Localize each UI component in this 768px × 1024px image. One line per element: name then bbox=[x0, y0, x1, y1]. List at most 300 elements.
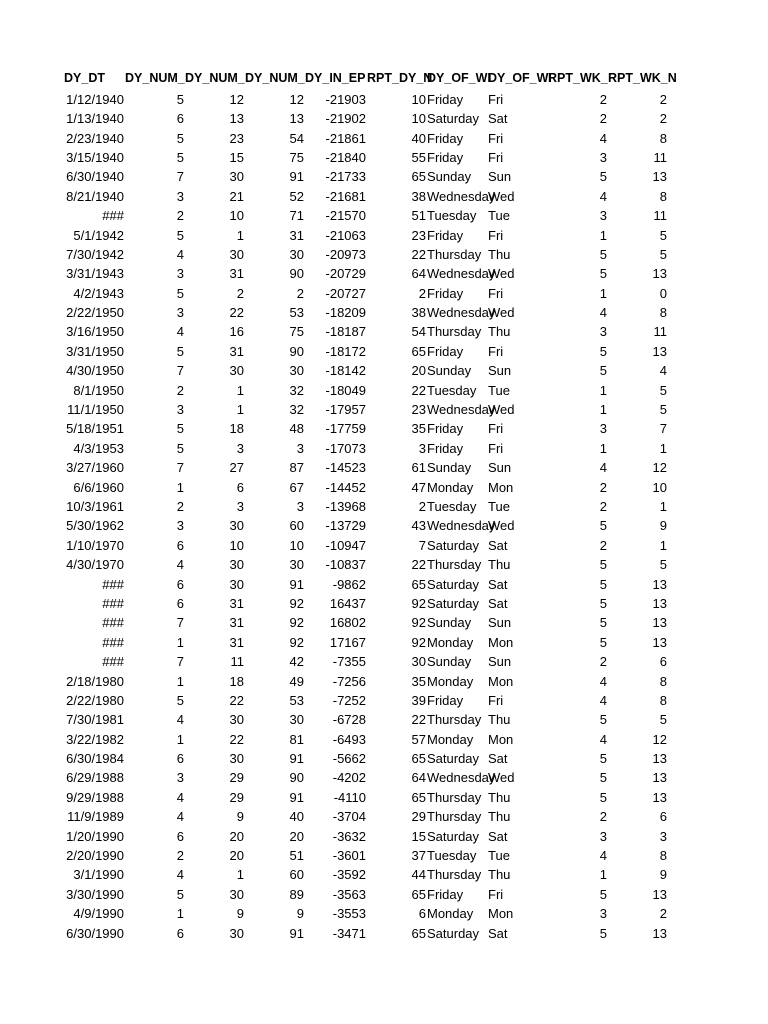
cell-dy-dt: 4/2/1943 bbox=[73, 285, 124, 301]
cell-rpt-wk-b: 11 bbox=[653, 324, 667, 340]
cell-dy-num-a: 1 bbox=[176, 479, 184, 495]
table-row bbox=[0, 439, 768, 458]
cell-dy-num-c: 67 bbox=[289, 479, 304, 495]
cell-rpt-dy-n: 92 bbox=[411, 634, 426, 650]
cell-rpt-wk-b: 1 bbox=[659, 537, 667, 553]
cell-dy-num-b: 9 bbox=[236, 809, 244, 825]
table-row bbox=[0, 924, 768, 943]
cell-dy-num-c: 49 bbox=[289, 673, 304, 689]
cell-rpt-wk-a: 5 bbox=[599, 557, 607, 573]
cell-dy-num-c: 92 bbox=[289, 634, 304, 650]
cell-dy-in-ep: -3563 bbox=[332, 886, 366, 902]
cell-rpt-wk-a: 5 bbox=[599, 576, 607, 592]
cell-dy-of-wi-abbr: Wed bbox=[488, 305, 515, 321]
cell-rpt-dy-n: 23 bbox=[411, 402, 426, 418]
table-row bbox=[0, 652, 768, 671]
cell-dy-of-wi-abbr: Mon bbox=[488, 731, 514, 747]
cell-dy-of-wi-full: Friday bbox=[427, 440, 464, 456]
cell-dy-num-b: 1 bbox=[236, 382, 244, 398]
cell-dy-in-ep: -14523 bbox=[325, 460, 366, 476]
cell-rpt-wk-b: 1 bbox=[659, 440, 667, 456]
cell-dy-of-wi-full: Tuesday bbox=[427, 498, 477, 514]
cell-dy-dt: 6/30/1990 bbox=[66, 925, 124, 941]
cell-dy-of-wi-abbr: Sat bbox=[488, 925, 508, 941]
table-row bbox=[0, 129, 768, 148]
cell-rpt-wk-b: 13 bbox=[652, 925, 667, 941]
cell-dy-num-b: 9 bbox=[236, 906, 244, 922]
cell-rpt-wk-a: 5 bbox=[599, 246, 607, 262]
cell-dy-in-ep: -4110 bbox=[333, 789, 366, 805]
cell-rpt-wk-b: 10 bbox=[652, 479, 667, 495]
cell-dy-in-ep: -21903 bbox=[325, 91, 366, 107]
cell-dy-of-wi-abbr: Sun bbox=[488, 363, 512, 379]
table-row bbox=[0, 691, 768, 710]
cell-dy-num-b: 20 bbox=[229, 828, 244, 844]
cell-rpt-dy-n: 22 bbox=[411, 382, 426, 398]
cell-dy-in-ep: -18172 bbox=[325, 343, 366, 359]
cell-rpt-dy-n: 10 bbox=[411, 91, 426, 107]
cell-dy-in-ep: -3632 bbox=[332, 828, 366, 844]
cell-rpt-wk-a: 1 bbox=[599, 285, 607, 301]
cell-dy-of-wi-full: Thursday bbox=[427, 557, 482, 573]
cell-dy-num-b: 27 bbox=[229, 460, 244, 476]
cell-dy-num-a: 3 bbox=[176, 402, 184, 418]
cell-dy-dt: 7/30/1981 bbox=[66, 712, 124, 728]
cell-rpt-dy-n: 47 bbox=[411, 479, 426, 495]
cell-dy-num-a: 5 bbox=[176, 440, 184, 456]
cell-dy-num-b: 12 bbox=[229, 91, 244, 107]
cell-rpt-dy-n: 2 bbox=[418, 498, 426, 514]
cell-dy-of-wi-full: Saturday bbox=[427, 751, 480, 767]
cell-dy-num-a: 3 bbox=[176, 770, 184, 786]
cell-dy-of-wi-full: Thursday bbox=[427, 246, 482, 262]
cell-dy-num-b: 31 bbox=[229, 595, 244, 611]
cell-rpt-wk-b: 0 bbox=[659, 285, 667, 301]
cell-dy-of-wi-full: Saturday bbox=[427, 537, 480, 553]
column-header-dy-num-b: DY_NUM_ bbox=[185, 71, 245, 85]
cell-rpt-wk-a: 5 bbox=[599, 615, 607, 631]
cell-dy-of-wi-abbr: Fri bbox=[488, 285, 504, 301]
cell-dy-num-c: 32 bbox=[289, 402, 304, 418]
table-row bbox=[0, 419, 768, 438]
cell-dy-in-ep: -10947 bbox=[325, 537, 366, 553]
header-row bbox=[0, 69, 768, 88]
cell-dy-of-wi-full: Friday bbox=[427, 130, 464, 146]
table-row bbox=[0, 536, 768, 555]
cell-rpt-wk-a: 5 bbox=[599, 712, 607, 728]
cell-dy-of-wi-full: Saturday bbox=[427, 576, 480, 592]
table-row bbox=[0, 381, 768, 400]
cell-dy-num-a: 7 bbox=[176, 363, 184, 379]
cell-dy-dt: 2/18/1980 bbox=[66, 673, 124, 689]
table-row bbox=[0, 672, 768, 691]
table-row bbox=[0, 90, 768, 109]
table-row bbox=[0, 555, 768, 574]
table-row bbox=[0, 478, 768, 497]
cell-rpt-wk-b: 8 bbox=[659, 130, 667, 146]
cell-dy-num-b: 16 bbox=[229, 324, 244, 340]
cell-rpt-dy-n: 22 bbox=[411, 557, 426, 573]
cell-dy-num-c: 13 bbox=[289, 111, 304, 127]
cell-rpt-dy-n: 15 bbox=[411, 828, 426, 844]
cell-dy-num-b: 2 bbox=[236, 285, 244, 301]
cell-rpt-wk-a: 3 bbox=[599, 208, 607, 224]
cell-dy-dt: 4/3/1953 bbox=[73, 440, 124, 456]
cell-dy-dt: 6/29/1988 bbox=[66, 770, 124, 786]
cell-rpt-dy-n: 10 bbox=[411, 111, 426, 127]
cell-dy-num-c: 75 bbox=[289, 324, 304, 340]
cell-dy-num-a: 2 bbox=[176, 498, 184, 514]
cell-rpt-wk-a: 4 bbox=[599, 848, 607, 863]
cell-dy-num-b: 1 bbox=[236, 867, 244, 883]
cell-dy-num-a: 1 bbox=[176, 906, 184, 922]
cell-dy-of-wi-full: Thursday bbox=[427, 809, 482, 825]
cell-rpt-dy-n: 55 bbox=[411, 149, 426, 165]
cell-dy-of-wi-abbr: Fri bbox=[488, 227, 504, 243]
cell-dy-of-wi-abbr: Tue bbox=[488, 848, 510, 863]
table-row bbox=[0, 865, 768, 884]
cell-dy-dt: ### bbox=[102, 595, 124, 611]
cell-dy-dt: 10/3/1961 bbox=[66, 498, 124, 514]
cell-dy-of-wi-full: Friday bbox=[427, 149, 464, 165]
cell-dy-of-wi-full: Friday bbox=[427, 285, 464, 301]
cell-dy-num-c: 91 bbox=[289, 925, 304, 941]
cell-dy-of-wi-full: Sunday bbox=[427, 460, 472, 476]
cell-dy-of-wi-full: Sunday bbox=[427, 363, 472, 379]
cell-dy-num-c: 54 bbox=[289, 130, 304, 146]
cell-dy-in-ep: -9862 bbox=[332, 576, 366, 592]
cell-dy-dt: 3/16/1950 bbox=[66, 324, 124, 340]
cell-rpt-wk-b: 5 bbox=[659, 227, 667, 243]
cell-dy-of-wi-full: Saturday bbox=[427, 595, 480, 611]
cell-dy-num-a: 6 bbox=[176, 751, 184, 767]
cell-dy-num-c: 92 bbox=[289, 615, 304, 631]
cell-rpt-dy-n: 65 bbox=[411, 576, 426, 592]
cell-dy-num-a: 1 bbox=[176, 731, 184, 747]
cell-dy-num-b: 1 bbox=[236, 402, 244, 418]
cell-dy-num-a: 6 bbox=[176, 111, 184, 127]
cell-dy-of-wi-full: Monday bbox=[427, 479, 474, 495]
cell-dy-dt: 11/9/1989 bbox=[67, 809, 124, 825]
cell-dy-num-c: 52 bbox=[289, 188, 304, 204]
cell-dy-of-wi-abbr: Fri bbox=[488, 149, 504, 165]
table-row bbox=[0, 187, 768, 206]
cell-rpt-wk-a: 1 bbox=[599, 227, 607, 243]
cell-dy-in-ep: -21861 bbox=[325, 130, 366, 146]
column-header-dy-of-wi-full: DY_OF_WI bbox=[427, 71, 491, 85]
cell-dy-of-wi-full: Friday bbox=[427, 886, 464, 902]
cell-dy-in-ep: 16802 bbox=[329, 615, 366, 631]
cell-dy-num-c: 53 bbox=[289, 692, 304, 708]
cell-dy-of-wi-abbr: Sat bbox=[488, 576, 508, 592]
cell-rpt-wk-a: 3 bbox=[599, 421, 607, 437]
table-row bbox=[0, 768, 768, 787]
cell-rpt-dy-n: 57 bbox=[411, 731, 426, 747]
cell-dy-num-b: 31 bbox=[229, 615, 244, 631]
cell-dy-dt: 5/30/1962 bbox=[66, 518, 124, 534]
cell-dy-num-b: 6 bbox=[236, 479, 244, 495]
cell-dy-in-ep: -20727 bbox=[325, 285, 366, 301]
cell-dy-dt: 3/1/1990 bbox=[73, 867, 124, 883]
cell-rpt-dy-n: 7 bbox=[418, 537, 426, 553]
cell-rpt-wk-a: 5 bbox=[599, 634, 607, 650]
cell-dy-of-wi-abbr: Wed bbox=[488, 188, 515, 204]
cell-dy-in-ep: -3553 bbox=[332, 906, 366, 922]
cell-rpt-wk-b: 13 bbox=[652, 886, 667, 902]
cell-dy-in-ep: -10837 bbox=[325, 557, 366, 573]
cell-rpt-wk-a: 3 bbox=[599, 149, 607, 165]
table-row bbox=[0, 749, 768, 768]
cell-rpt-dy-n: 35 bbox=[411, 673, 426, 689]
cell-dy-dt: ### bbox=[102, 208, 124, 224]
cell-dy-of-wi-full: Sunday bbox=[427, 654, 472, 670]
cell-dy-num-a: 5 bbox=[176, 227, 184, 243]
cell-dy-dt: 3/31/1943 bbox=[66, 266, 124, 282]
cell-dy-dt: 3/31/1950 bbox=[66, 343, 124, 359]
cell-dy-num-a: 5 bbox=[176, 285, 184, 301]
cell-dy-num-b: 13 bbox=[229, 111, 244, 127]
cell-rpt-wk-b: 5 bbox=[659, 557, 667, 573]
cell-dy-in-ep: -17073 bbox=[325, 440, 366, 456]
cell-rpt-wk-a: 1 bbox=[599, 867, 607, 883]
cell-dy-of-wi-abbr: Thu bbox=[488, 712, 511, 728]
cell-dy-num-b: 10 bbox=[229, 208, 244, 224]
cell-dy-dt: 4/30/1970 bbox=[66, 557, 124, 573]
cell-dy-in-ep: -18049 bbox=[325, 382, 366, 398]
cell-dy-num-a: 1 bbox=[176, 634, 184, 650]
table-row bbox=[0, 613, 768, 632]
cell-dy-num-a: 3 bbox=[176, 305, 184, 321]
table-row bbox=[0, 226, 768, 245]
cell-dy-of-wi-abbr: Fri bbox=[488, 692, 504, 708]
cell-dy-of-wi-full: Tuesday bbox=[427, 382, 477, 398]
cell-dy-num-a: 5 bbox=[176, 91, 184, 107]
table-row bbox=[0, 361, 768, 380]
cell-rpt-dy-n: 61 bbox=[411, 460, 426, 476]
cell-rpt-wk-b: 2 bbox=[659, 91, 667, 107]
cell-rpt-wk-b: 13 bbox=[652, 595, 667, 611]
cell-rpt-wk-a: 1 bbox=[599, 402, 607, 418]
cell-dy-of-wi-abbr: Sun bbox=[488, 169, 512, 185]
cell-dy-in-ep: -21902 bbox=[325, 111, 366, 127]
cell-dy-num-b: 29 bbox=[229, 770, 244, 786]
cell-dy-dt: 4/9/1990 bbox=[73, 906, 124, 922]
cell-dy-dt: 1/20/1990 bbox=[66, 828, 124, 844]
cell-dy-dt: 2/23/1940 bbox=[66, 130, 124, 146]
cell-rpt-wk-a: 4 bbox=[599, 130, 607, 146]
table-row bbox=[0, 458, 768, 477]
table-row bbox=[0, 284, 768, 303]
cell-dy-num-b: 30 bbox=[229, 518, 244, 534]
cell-dy-num-c: 48 bbox=[289, 421, 304, 437]
cell-dy-dt: 3/27/1960 bbox=[66, 460, 124, 476]
cell-rpt-dy-n: 64 bbox=[411, 770, 426, 786]
cell-dy-dt: 11/1/1950 bbox=[67, 402, 124, 418]
cell-dy-num-c: 91 bbox=[289, 751, 304, 767]
cell-dy-of-wi-full: Monday bbox=[427, 634, 474, 650]
cell-dy-num-a: 7 bbox=[176, 615, 184, 631]
cell-dy-num-a: 4 bbox=[176, 789, 184, 805]
cell-dy-of-wi-full: Friday bbox=[427, 421, 464, 437]
cell-rpt-dy-n: 54 bbox=[411, 324, 426, 340]
cell-dy-in-ep: -3704 bbox=[332, 809, 366, 825]
cell-rpt-dy-n: 65 bbox=[411, 925, 426, 941]
cell-dy-of-wi-full: Tuesday bbox=[427, 848, 477, 863]
cell-dy-dt: 5/18/1951 bbox=[66, 421, 124, 437]
cell-dy-num-c: 89 bbox=[289, 886, 304, 902]
cell-dy-of-wi-abbr: Fri bbox=[488, 440, 504, 456]
cell-rpt-wk-b: 8 bbox=[659, 692, 667, 708]
cell-dy-of-wi-full: Wednesday bbox=[427, 188, 496, 204]
table-row bbox=[0, 400, 768, 419]
cell-dy-num-c: 60 bbox=[289, 867, 304, 883]
cell-dy-num-a: 5 bbox=[176, 886, 184, 902]
column-header-rpt-wk-b: RPT_WK_N bbox=[608, 71, 677, 85]
cell-dy-of-wi-abbr: Thu bbox=[488, 867, 511, 883]
cell-dy-num-b: 31 bbox=[229, 343, 244, 359]
cell-rpt-dy-n: 65 bbox=[411, 886, 426, 902]
cell-dy-num-a: 1 bbox=[176, 673, 184, 689]
cell-dy-in-ep: -3471 bbox=[332, 925, 366, 941]
cell-rpt-wk-a: 4 bbox=[599, 460, 607, 476]
cell-dy-num-b: 30 bbox=[229, 751, 244, 767]
cell-dy-num-b: 30 bbox=[229, 712, 244, 728]
cell-dy-of-wi-full: Friday bbox=[427, 227, 464, 243]
cell-dy-in-ep: -20729 bbox=[325, 266, 366, 282]
cell-dy-num-a: 7 bbox=[176, 169, 184, 185]
cell-rpt-wk-b: 11 bbox=[653, 208, 667, 224]
cell-dy-num-c: 10 bbox=[289, 537, 304, 553]
cell-rpt-wk-a: 4 bbox=[599, 305, 607, 321]
table-row bbox=[0, 788, 768, 807]
cell-rpt-wk-b: 13 bbox=[652, 266, 667, 282]
cell-rpt-wk-b: 12 bbox=[652, 731, 667, 747]
cell-dy-in-ep: -3601 bbox=[332, 848, 366, 863]
cell-dy-num-b: 18 bbox=[229, 673, 244, 689]
cell-rpt-wk-b: 13 bbox=[652, 789, 667, 805]
cell-dy-dt: 2/22/1980 bbox=[66, 692, 124, 708]
table-row bbox=[0, 904, 768, 923]
table-row bbox=[0, 148, 768, 167]
cell-rpt-wk-b: 6 bbox=[659, 809, 667, 825]
cell-dy-num-b: 21 bbox=[229, 188, 244, 204]
cell-dy-num-a: 4 bbox=[176, 867, 184, 883]
cell-dy-in-ep: 16437 bbox=[329, 595, 366, 611]
cell-dy-num-b: 30 bbox=[229, 886, 244, 902]
cell-rpt-wk-b: 13 bbox=[652, 770, 667, 786]
cell-dy-of-wi-abbr: Sat bbox=[488, 751, 508, 767]
cell-dy-num-c: 30 bbox=[289, 557, 304, 573]
cell-dy-of-wi-full: Thursday bbox=[427, 324, 482, 340]
cell-dy-of-wi-full: Tuesday bbox=[427, 208, 477, 224]
cell-dy-of-wi-abbr: Mon bbox=[488, 479, 514, 495]
table-row bbox=[0, 109, 768, 128]
cell-rpt-wk-a: 3 bbox=[599, 906, 607, 922]
cell-dy-in-ep: -21063 bbox=[325, 227, 366, 243]
cell-rpt-wk-a: 2 bbox=[599, 498, 607, 514]
cell-rpt-wk-a: 2 bbox=[599, 537, 607, 553]
cell-dy-num-b: 20 bbox=[229, 848, 244, 863]
cell-rpt-wk-a: 4 bbox=[599, 731, 607, 747]
cell-dy-of-wi-full: Friday bbox=[427, 91, 464, 107]
cell-dy-in-ep: -7252 bbox=[332, 692, 366, 708]
cell-dy-of-wi-abbr: Thu bbox=[488, 789, 511, 805]
cell-rpt-dy-n: 35 bbox=[411, 421, 426, 437]
cell-dy-in-ep: -21733 bbox=[325, 169, 366, 185]
table-row bbox=[0, 885, 768, 904]
cell-dy-in-ep: -7256 bbox=[332, 673, 366, 689]
cell-dy-num-a: 6 bbox=[176, 925, 184, 941]
cell-dy-of-wi-abbr: Wed bbox=[488, 518, 515, 534]
cell-dy-dt: 8/1/1950 bbox=[73, 382, 124, 398]
cell-dy-of-wi-abbr: Sun bbox=[488, 615, 512, 631]
cell-dy-num-a: 7 bbox=[176, 654, 184, 670]
cell-dy-num-b: 1 bbox=[236, 227, 244, 243]
cell-dy-of-wi-full: Wednesday bbox=[427, 402, 496, 418]
cell-dy-dt: 6/6/1960 bbox=[73, 479, 124, 495]
cell-dy-num-c: 3 bbox=[296, 498, 304, 514]
cell-dy-num-c: 90 bbox=[289, 343, 304, 359]
cell-dy-num-c: 91 bbox=[289, 789, 304, 805]
column-header-rpt-wk-a: RPT_WK_ bbox=[548, 71, 608, 85]
cell-dy-dt: 3/30/1990 bbox=[66, 886, 124, 902]
cell-dy-num-c: 91 bbox=[289, 169, 304, 185]
column-header-dy-num-c: DY_NUM_ bbox=[245, 71, 305, 85]
cell-dy-num-c: 30 bbox=[289, 712, 304, 728]
cell-dy-num-a: 5 bbox=[176, 421, 184, 437]
cell-dy-num-a: 4 bbox=[176, 712, 184, 728]
cell-dy-num-a: 4 bbox=[176, 809, 184, 825]
table-row bbox=[0, 827, 768, 846]
cell-dy-num-c: 32 bbox=[289, 382, 304, 398]
cell-dy-of-wi-abbr: Fri bbox=[488, 130, 504, 146]
cell-rpt-dy-n: 2 bbox=[418, 285, 426, 301]
cell-rpt-wk-b: 13 bbox=[652, 343, 667, 359]
cell-dy-num-c: 9 bbox=[296, 906, 304, 922]
cell-rpt-dy-n: 22 bbox=[411, 712, 426, 728]
cell-rpt-wk-a: 2 bbox=[599, 91, 607, 107]
cell-rpt-wk-a: 4 bbox=[599, 188, 607, 204]
cell-dy-num-b: 30 bbox=[229, 169, 244, 185]
cell-dy-in-ep: -17759 bbox=[325, 421, 366, 437]
cell-rpt-dy-n: 65 bbox=[411, 751, 426, 767]
cell-dy-in-ep: -21570 bbox=[325, 208, 366, 224]
cell-dy-dt: ### bbox=[102, 576, 124, 592]
cell-rpt-wk-a: 3 bbox=[599, 324, 607, 340]
cell-rpt-wk-b: 9 bbox=[659, 867, 667, 883]
table-row bbox=[0, 303, 768, 322]
cell-rpt-wk-b: 2 bbox=[659, 906, 667, 922]
column-header-dy-dt: DY_DT bbox=[64, 71, 105, 85]
cell-rpt-dy-n: 20 bbox=[411, 363, 426, 379]
cell-dy-num-c: 40 bbox=[289, 809, 304, 825]
cell-dy-num-b: 23 bbox=[229, 130, 244, 146]
cell-dy-num-a: 4 bbox=[176, 557, 184, 573]
cell-dy-of-wi-abbr: Fri bbox=[488, 421, 504, 437]
cell-rpt-wk-b: 5 bbox=[659, 382, 667, 398]
table-row bbox=[0, 322, 768, 341]
cell-dy-num-a: 3 bbox=[176, 266, 184, 282]
cell-rpt-dy-n: 65 bbox=[411, 169, 426, 185]
cell-rpt-dy-n: 23 bbox=[411, 227, 426, 243]
table-row bbox=[0, 710, 768, 729]
cell-dy-num-c: 42 bbox=[289, 654, 304, 670]
cell-dy-in-ep: -18142 bbox=[325, 363, 366, 379]
cell-rpt-wk-a: 5 bbox=[599, 886, 607, 902]
cell-dy-num-a: 5 bbox=[176, 130, 184, 146]
cell-dy-of-wi-abbr: Thu bbox=[488, 246, 511, 262]
cell-rpt-dy-n: 38 bbox=[411, 188, 426, 204]
